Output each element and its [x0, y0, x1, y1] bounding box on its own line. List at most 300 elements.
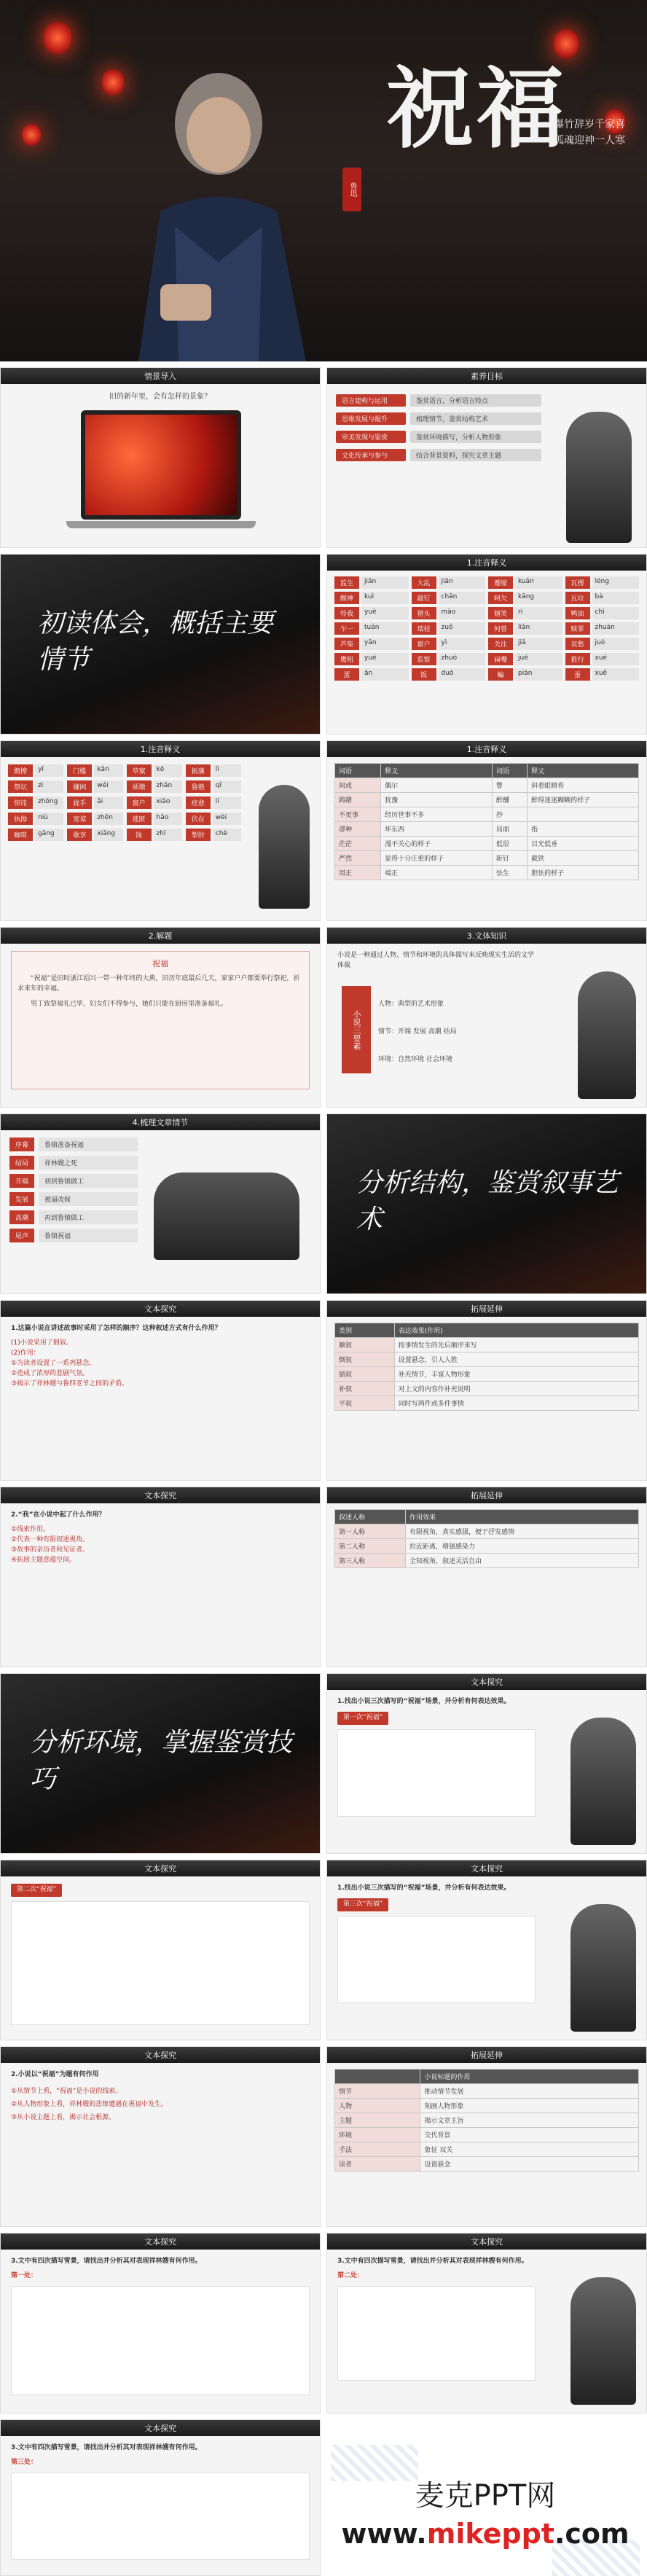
tree-branches [378, 990, 457, 1073]
slide-inquiry [0, 1487, 321, 1667]
subtitle-line: 爆竹辞岁千家喜 [554, 119, 625, 130]
pinyin-cell [334, 653, 409, 665]
table-row [335, 1396, 639, 1411]
pinyin-cell [186, 796, 241, 809]
table-cell: 严然 [335, 851, 381, 866]
table-cell: 按事情发生的先后顺序来写 [394, 1338, 638, 1352]
paragraph: “祝福”是旧时浙江绍兴一带一种年终的大典，旧历年底最后几天，家家户户都要举行祭祀，祈求来年的幸福。 [17, 975, 300, 993]
table-cell [528, 807, 639, 822]
pinyin-reading: mào [439, 607, 486, 619]
plot-text: 再到鲁镇做工 [39, 1210, 138, 1224]
table-cell: 斩钉 [492, 851, 527, 866]
pinyin-cell [412, 668, 486, 681]
table-row [335, 1352, 639, 1367]
pinyin-reading: duō [439, 668, 486, 681]
banner-title: 分析环境，掌握鉴赏技巧 [30, 1728, 293, 1794]
table-row [335, 1338, 639, 1352]
lantern-decor [554, 29, 579, 58]
answer-point: ①线索作用。 [11, 1525, 50, 1533]
pinyin-word: 乍一 [334, 622, 359, 635]
pinyin-cell [412, 607, 486, 619]
table-cell: 目光低垂 [528, 837, 639, 851]
slide-inquiry [326, 2233, 647, 2413]
pinyin-reading: juó [592, 638, 640, 650]
pinyin-cell [565, 638, 640, 650]
pinyin-word: 瓦垃 [565, 592, 590, 604]
col-header: 类别 [335, 1323, 395, 1338]
pinyin-reading: kǎn [94, 764, 122, 777]
pinyin-word: 门槛 [67, 764, 92, 777]
pinyin-cell [565, 622, 640, 635]
tree-branch: 情节：开端 发展 高潮 结局 [378, 1028, 457, 1036]
pinyin-word: 怜我 [334, 607, 359, 619]
pinyin-reading: yì [439, 638, 486, 650]
character-image [154, 1172, 299, 1260]
answer-point: ②代表一种有限叙述视角。 [11, 1535, 90, 1543]
slide-header: 3.文体知识 [327, 928, 646, 944]
slide-header: 文本探究 [327, 2234, 646, 2250]
slide-intro [0, 367, 321, 548]
pinyin-cell [488, 576, 562, 589]
character-image [259, 785, 310, 909]
answer-points [11, 1525, 310, 1566]
col-header: 词语 [335, 764, 381, 778]
table-cell: 第二人称 [335, 1539, 406, 1554]
table-cell: 补叙 [335, 1382, 395, 1396]
pinyin-reading: liǎn [515, 622, 562, 635]
narration-table [334, 1323, 639, 1411]
inquiry-question: 1.找出小说三次描写的“祝福”场景，并分析有何表达效果。 [337, 1884, 511, 1892]
explanation-box [11, 951, 310, 1089]
xianglin-figure [109, 44, 328, 361]
tree-branch: 人物：典型的艺术形象 [378, 1001, 444, 1008]
slide-header: 文本探究 [1, 1301, 320, 1317]
pinyin-word: 蚕 [565, 668, 590, 681]
slide-header: 文本探究 [1, 1487, 320, 1503]
pinyin-word: 赎罪 [565, 622, 590, 635]
pinyin-word: 瑞桂 [412, 622, 436, 635]
character-image [570, 1904, 636, 2032]
pinyin-word: 呵欠 [488, 592, 513, 604]
table-cell: 经历世事不多 [381, 807, 493, 822]
pinyin-reading: qǐ [213, 780, 241, 793]
table-cell: 设置悬念 [420, 2157, 639, 2172]
plot-row [9, 1192, 138, 1206]
scene-tag: 第一次“祝福” [337, 1712, 388, 1725]
pinyin-word: 拢手 [67, 796, 92, 809]
box-title: 祝福 [152, 959, 168, 968]
pinyin-word: 执拗 [8, 813, 33, 825]
intro-question: 旧的新年里，会有怎样的景象？ [109, 393, 211, 401]
table-cell: 不更事 [335, 807, 381, 822]
pinyin-word: 关注 [488, 638, 513, 650]
pinyin-reading: yǐ [35, 764, 63, 777]
pinyin-word: 鲁塾 [186, 780, 211, 793]
answer-point: ③揭示了祥林嫂与鲁四老爷之间的矛盾。 [11, 1379, 129, 1387]
pinyin-word: 顽墩 [127, 780, 152, 793]
slide-pinyin-2 [0, 740, 321, 921]
pinyin-cell [488, 622, 562, 635]
inquiry-question: 2.小说以“祝福”为题有何作用 [11, 2071, 99, 2078]
plot-tag: 发展 [9, 1192, 34, 1206]
goal-text: 梳理情节，鉴赏结构艺术 [410, 412, 541, 425]
pinyin-cell [67, 796, 122, 809]
slide-inquiry [0, 2046, 321, 2227]
table-row [335, 793, 639, 807]
pinyin-grid [327, 571, 646, 686]
pinyin-reading: ān [361, 668, 409, 681]
table-row [335, 2142, 639, 2157]
section-banner [326, 1113, 647, 1294]
table-cell: 怯生 [492, 866, 527, 880]
pinyin-reading: ǎi [94, 796, 122, 809]
plot-tag: 高潮 [9, 1210, 34, 1224]
answer-points [11, 2085, 310, 2124]
slide-extension [326, 1300, 647, 1481]
pinyin-cell [565, 607, 640, 619]
goal-text: 鉴赏语言，分析语言特点 [410, 394, 541, 407]
answer-point: (1)小说采用了倒叙。 [11, 1339, 73, 1347]
pinyin-word: 窗户 [127, 796, 152, 809]
plot-tag: 序幕 [9, 1138, 34, 1151]
character-image [570, 2277, 636, 2405]
plot-tag: 结局 [9, 1156, 34, 1170]
answer-point: ④拓展主题意蕴空间。 [11, 1556, 77, 1564]
slide-header: 文本探究 [327, 1860, 646, 1876]
slide-title-explanation [0, 927, 321, 1108]
table-cell: 环境 [335, 2128, 420, 2142]
col-header [335, 2070, 420, 2084]
pinyin-word: 惊诧 [8, 796, 33, 809]
pinyin-cell [127, 764, 182, 777]
col-header: 作用效果 [406, 1510, 639, 1524]
slide-goals [326, 367, 647, 548]
pinyin-cell [565, 592, 640, 604]
genre-intro: 小说是一种通过人物、情节和环境的具体描写来反映现实生活的文学体裁 [337, 952, 535, 969]
pinyin-word: 敲钉 [412, 592, 436, 604]
pinyin-cell [565, 668, 640, 681]
table-row [335, 1524, 639, 1539]
pinyin-word: 推行 [565, 653, 590, 665]
inquiry-question: 1.找出小说三次描写的“祝福”场景，并分析有何表达效果。 [337, 1698, 511, 1705]
scene-tag: 第三次“祝福” [337, 1898, 388, 1911]
slide-extension [326, 2046, 647, 2227]
col-header: 小说标题的作用 [420, 2070, 639, 2084]
table-row [335, 851, 639, 866]
pinyin-word: 大乱 [412, 576, 436, 589]
table-cell: 犹豫 [381, 793, 493, 807]
plot-text: 被逼改嫁 [39, 1192, 138, 1206]
section-banner [0, 1673, 321, 1854]
pinyin-reading: zhān [154, 780, 182, 793]
pinyin-reading: chì [592, 607, 640, 619]
plot-row [9, 1138, 138, 1151]
table-cell: 平叙 [335, 1396, 395, 1411]
slide-header: 文本探究 [1, 1860, 320, 1876]
pinyin-reading: lí [213, 796, 241, 809]
pinyin-cell [412, 592, 486, 604]
scene-tag: 第三处： [11, 2458, 38, 2466]
table-cell: 显得十分庄重的样子 [381, 851, 493, 866]
pinyin-reading: kē [154, 764, 182, 777]
pinyin-reading: xuě [592, 668, 640, 681]
plot-text: 鲁镇准备祝福 [39, 1138, 138, 1151]
pinyin-reading: zhī [154, 829, 182, 841]
pinyin-reading: yān [361, 638, 409, 650]
table-cell: 设置悬念，引人入胜 [394, 1352, 638, 1367]
slide-header: 拓展延伸 [327, 2047, 646, 2063]
text-block [337, 2286, 536, 2381]
table-cell: 醉得迷迷糊糊的样子 [528, 793, 639, 807]
pinyin-word: 蹙缩 [488, 576, 513, 589]
pinyin-reading: zhōng [35, 796, 63, 809]
table-cell: 刻画人物形象 [420, 2099, 639, 2113]
text-block [11, 2286, 310, 2395]
table-cell: 手法 [335, 2142, 420, 2157]
pinyin-reading: zhuó [439, 653, 486, 665]
table-cell: 斜着眼睛看 [528, 778, 639, 793]
answer-point: ③故事的亲历者和见证者。 [11, 1546, 90, 1554]
table-cell: 抄 [492, 807, 527, 822]
answer-point: ③从小说主题上看，揭示社会根源。 [11, 2113, 116, 2121]
table-cell: 推动情节发展 [420, 2084, 639, 2099]
table-cell: 坏东西 [381, 822, 493, 837]
table-cell: 同时写两件或多件事情 [394, 1396, 638, 1411]
pinyin-cell [488, 668, 562, 681]
pinyin-cell [186, 764, 241, 777]
hero-subtitle [516, 117, 625, 149]
table-cell: 茫茫 [335, 837, 381, 851]
table-cell: 漫不关心的样子 [381, 837, 493, 851]
pinyin-reading: xiǎo [154, 796, 182, 809]
tree-root: 小说三要素 [342, 986, 371, 1073]
pinyin-reading: tuán [361, 622, 409, 635]
pinyin-cell [334, 638, 409, 650]
plot-tag: 尾声 [9, 1229, 34, 1242]
url-part: mikeppt [426, 2518, 554, 2550]
table-row [335, 2084, 639, 2099]
pinyin-reading: xué [592, 653, 640, 665]
plot-text: 鲁镇祝福 [39, 1229, 138, 1242]
col-header: 释义 [528, 764, 639, 778]
pinyin-word: 扁嘴 [488, 653, 513, 665]
slide-inquiry [326, 1860, 647, 2040]
pinyin-reading: niù [35, 813, 63, 825]
pinyin-word: 哀愁 [565, 638, 590, 650]
inquiry-question: 1.这篇小说在讲述故事时采用了怎样的顺序？这种叙述方式有什么作用？ [11, 1325, 221, 1332]
pinyin-cell [334, 607, 409, 619]
table-cell: 端正 [381, 866, 493, 880]
table-row [335, 1382, 639, 1396]
pinyin-reading: léng [592, 576, 640, 589]
goal-tag: 思维发展与提升 [336, 412, 406, 425]
table-row [335, 1539, 639, 1554]
slide-header: 2.解题 [1, 928, 320, 944]
pinyin-word: 痊愈 [186, 796, 211, 809]
table-row [335, 2113, 639, 2128]
goal-tag: 文化传承与参与 [336, 449, 406, 461]
slide-genre [326, 927, 647, 1108]
pinyin-reading: gāng [35, 829, 63, 841]
pinyin-cell [67, 764, 122, 777]
pinyin-word: 监生 [334, 576, 359, 589]
plot-row [9, 1229, 138, 1242]
url-part: www. [341, 2518, 427, 2550]
pinyin-reading: kāng [515, 592, 562, 604]
pinyin-cell [565, 576, 640, 589]
table-cell: 第一人称 [335, 1524, 406, 1539]
person-table [334, 1509, 639, 1568]
pinyin-cell [8, 796, 63, 809]
pinyin-reading: wéi [94, 780, 122, 793]
pinyin-cell [8, 829, 63, 841]
table-row [335, 1554, 639, 1568]
table-cell: 周正 [335, 866, 381, 880]
slide-header: 文本探究 [1, 2234, 320, 2250]
slide-header: 1.注音释义 [1, 741, 320, 757]
col-header: 释义 [381, 764, 493, 778]
plot-row [9, 1156, 138, 1170]
table-cell: 瞥 [492, 778, 527, 793]
table-cell: 拉近距离，增强感染力 [406, 1539, 639, 1554]
answer-point: ①从情节上看，“祝福”是小说的线索。 [11, 2087, 122, 2095]
character-image [578, 971, 636, 1099]
table-cell: 揭示文章主旨 [420, 2113, 639, 2128]
table-cell: 插叙 [335, 1367, 395, 1382]
goal-row [336, 394, 638, 407]
pinyin-word: 蚀 [127, 829, 152, 841]
table-row [335, 837, 639, 851]
pinyin-reading: yuè [361, 653, 409, 665]
pinyin-reading: zhēn [94, 813, 122, 825]
pinyin-cell [412, 653, 486, 665]
banner-title: 初读体会，概括主要情节 [37, 608, 274, 675]
pinyin-word: 逃匿 [127, 813, 152, 825]
pinyin-cell [488, 638, 562, 650]
plot-text: 祥林嫂之死 [39, 1156, 138, 1170]
pinyin-cell [127, 813, 182, 825]
table-cell: 情节 [335, 2084, 420, 2099]
table-cell: 醉醺 [492, 793, 527, 807]
slide-header: 拓展延伸 [327, 1301, 646, 1317]
pinyin-cell [412, 622, 486, 635]
pinyin-reading: hǎo [154, 813, 182, 825]
slide-header: 拓展延伸 [327, 1487, 646, 1503]
text-block [337, 1729, 536, 1817]
slide-inquiry [0, 1300, 321, 1481]
pinyin-cell [334, 576, 409, 589]
answer-points [11, 1339, 310, 1390]
slide-header: 情景导入 [1, 368, 320, 384]
table-row [335, 1367, 639, 1382]
character-image [570, 1718, 636, 1845]
pinyin-word: 宽谅 [67, 813, 92, 825]
table-cell: 胆怯的样子 [528, 866, 639, 880]
lantern-decor [44, 22, 71, 54]
table-row [335, 822, 639, 837]
pinyin-word: 蝙 [488, 668, 513, 681]
slide-glossary [326, 740, 647, 921]
table-row [335, 778, 639, 793]
tree-branch: 环境：自然环境 社会环境 [378, 1056, 452, 1063]
text-block [11, 2473, 310, 2560]
slide-header: 素养目标 [327, 368, 646, 384]
pinyin-reading: yuè [361, 607, 409, 619]
author-seal: 鲁迅 [342, 168, 361, 211]
pinyin-cell [127, 780, 182, 793]
pinyin-word: 嬉笑 [488, 607, 513, 619]
table-cell: 有限视角，真实感强，便于抒发感情 [406, 1524, 639, 1539]
table-row [335, 866, 639, 880]
table-cell: 对上文的内容作补充说明 [394, 1382, 638, 1396]
laptop-base [66, 521, 256, 528]
table-cell: 截铁 [528, 851, 639, 866]
pinyin-reading: chān [439, 592, 486, 604]
text-block [337, 1916, 536, 2003]
table-cell: 人物 [335, 2099, 420, 2113]
goal-text: 结合背景资料，探究文章主题 [410, 449, 541, 461]
answer-point: ②造成了浓厚的悲剧气氛。 [11, 1369, 90, 1377]
plot-row [9, 1210, 138, 1224]
pinyin-cell [565, 653, 640, 665]
scene-tag: 第二处： [337, 2271, 364, 2279]
pinyin-reading: jué [515, 653, 562, 665]
table-cell: 局面 [492, 822, 527, 837]
slide-extension [326, 1487, 647, 1667]
paragraph: 男丁致祭福礼已毕，妇女们不得参与，她们只能在厨房里准备福礼。 [31, 1000, 228, 1008]
slide-inquiry [326, 1673, 647, 1854]
table-cell: 顺叙 [335, 1338, 395, 1352]
pinyin-word: 歌享 [67, 829, 92, 841]
slide-inquiry [0, 2233, 321, 2413]
pinyin-word: 何曾 [488, 622, 513, 635]
pinyin-word: 瓦楞 [565, 576, 590, 589]
pinyin-reading: jiān [361, 576, 409, 589]
slide-header: 文本探究 [1, 2420, 320, 2436]
pinyin-cell [488, 592, 562, 604]
col-header: 叙述人称 [335, 1510, 406, 1524]
answer-point: (2)作用： [11, 1349, 40, 1357]
pinyin-word: 蛋 [334, 668, 359, 681]
inquiry-question: 2.“我”在小说中起了什么作用？ [11, 1511, 106, 1519]
table-row [335, 2157, 639, 2172]
pinyin-reading: wèi [213, 813, 241, 825]
url-part: .com [554, 2518, 630, 2550]
plot-text: 初到鲁镇做工 [39, 1174, 138, 1188]
pinyin-word: 窗户 [412, 638, 436, 650]
goal-tag: 语言建构与运用 [336, 394, 406, 407]
pinyin-cell [8, 813, 63, 825]
pinyin-cell [127, 829, 182, 841]
pinyin-cell [186, 780, 241, 793]
banner-title: 分析结构，鉴赏叙事艺术 [356, 1168, 619, 1234]
table-cell: 全知视角，叙述灵活自由 [406, 1554, 639, 1568]
answer-point: ①为读者设置了一系列悬念。 [11, 1359, 96, 1367]
scene-tag: 第一处： [11, 2271, 38, 2279]
pinyin-word: 咖啡 [8, 829, 33, 841]
pinyin-cell [67, 829, 122, 841]
inquiry-question: 3.文中有四次描写雪景，请找出并分析其对表现祥林嫂有何作用。 [11, 2444, 202, 2451]
brand-url[interactable] [324, 2518, 647, 2550]
pinyin-cell [334, 668, 409, 681]
glossary-table [334, 763, 639, 880]
pinyin-word: 掣肘 [186, 829, 211, 841]
pinyin-cell [127, 796, 182, 809]
table-cell: 倒叙 [335, 1352, 395, 1367]
pinyin-word: 饭 [412, 668, 436, 681]
laptop-image [81, 410, 241, 520]
slide-inquiry [0, 2419, 321, 2576]
